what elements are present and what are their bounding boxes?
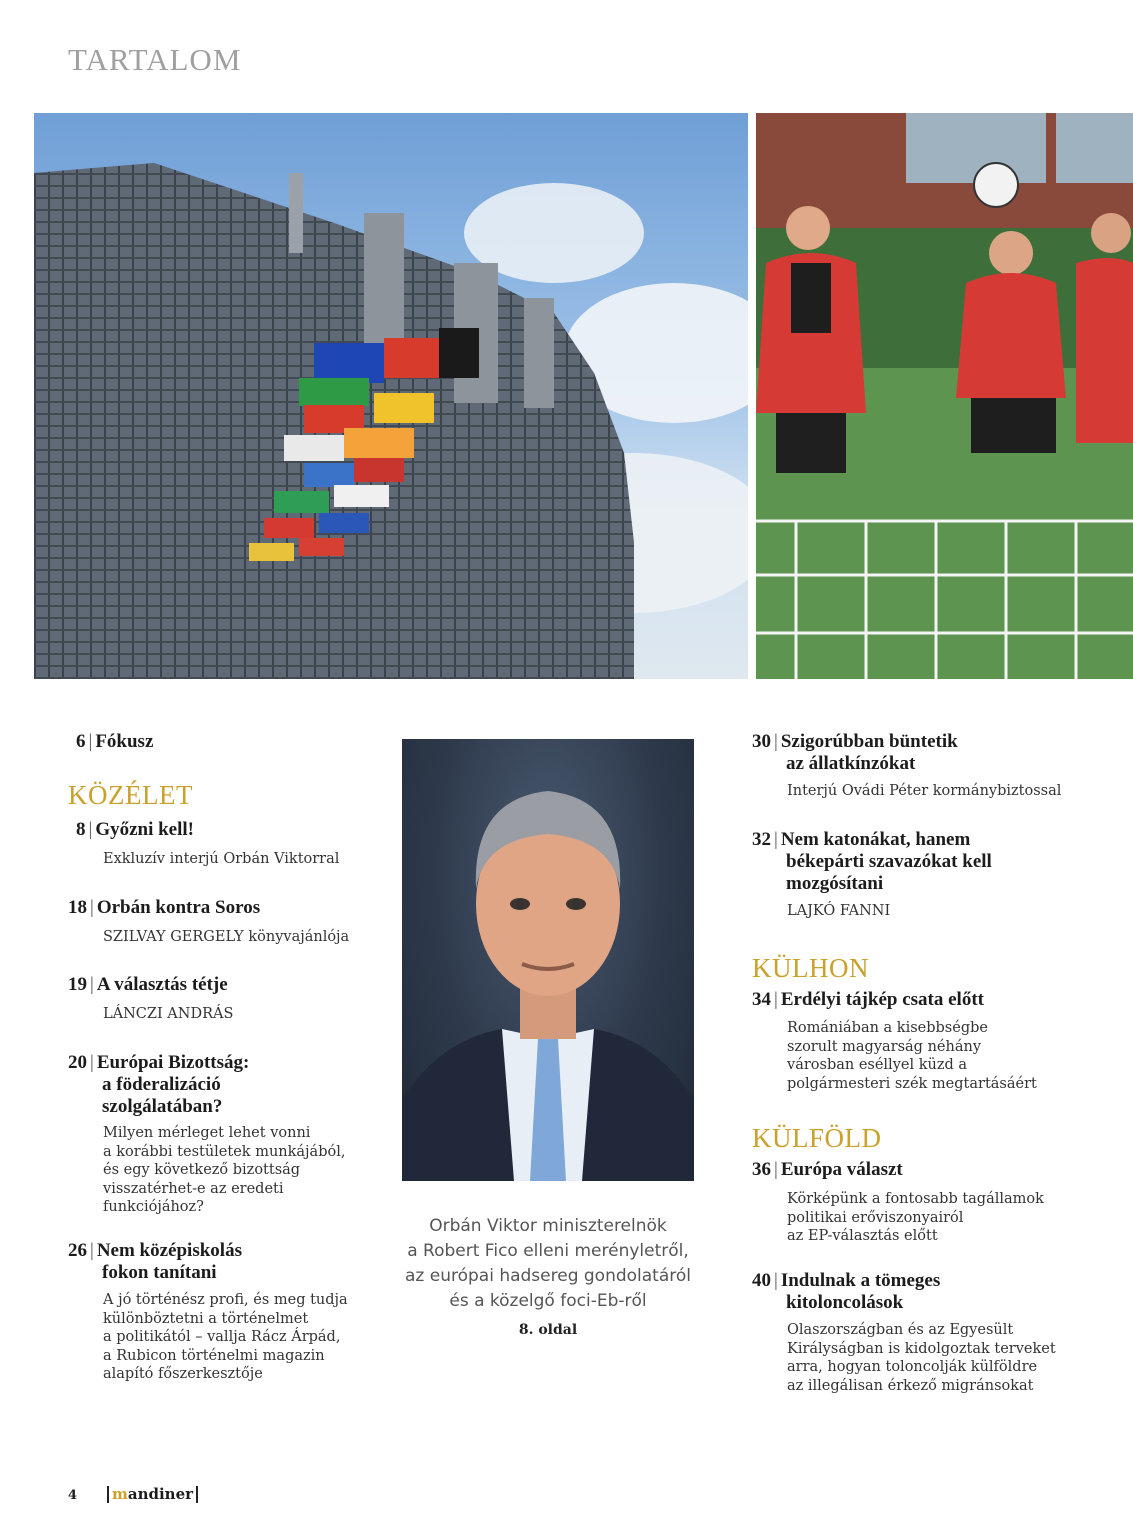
toc-description	[103, 1124, 345, 1217]
toc-description-line: alapító főszerkesztője	[103, 1366, 263, 1382]
toc-title-cont	[102, 1262, 217, 1284]
toc-description-line: és egy következő bizottság	[103, 1162, 301, 1178]
center-caption	[398, 1214, 698, 1314]
caption-line: a Robert Fico elleni merényletről,	[407, 1241, 689, 1261]
toc-description: SZILVAY GERGELY könyvajánlója	[103, 929, 350, 945]
toc-title: Győzni kell!	[95, 819, 195, 840]
toc-description-line: különböztetni a történelmet	[103, 1310, 309, 1327]
toc-title: A választás tétje	[96, 974, 228, 995]
toc-entry-26[interactable]: 26 | Nem középiskolás	[68, 1240, 242, 1261]
eu-parliament-illustration	[34, 113, 748, 679]
portrait-photo	[402, 739, 694, 1181]
logo-rest: andiner	[127, 1485, 194, 1503]
toc-description-line: Milyen mérleget lehet vonni	[103, 1125, 311, 1141]
toc-page-number: 32	[752, 829, 771, 850]
toc-title-line: mozgósítani	[786, 873, 884, 894]
toc-title-cont	[786, 851, 992, 895]
toc-page-number: 36	[752, 1159, 771, 1180]
toc-entry-18[interactable]: 18 | Orbán kontra Soros	[68, 897, 261, 918]
toc-description-line: szorult magyarság néhány	[787, 1038, 982, 1055]
toc-description: Exkluzív interjú Orbán Viktorral	[103, 851, 340, 867]
toc-title: Európai Bizottság:	[96, 1052, 250, 1073]
toc-page-number: 34	[752, 989, 771, 1010]
section-heading-kulhon: KÜLHON	[752, 953, 869, 983]
toc-entry-40[interactable]: 40 | Indulnak a tömeges	[752, 1270, 941, 1291]
toc-description-line: a Rubicon történelmi magazin	[103, 1347, 325, 1364]
toc-title: Szigorúbban büntetik	[780, 731, 958, 752]
toc-description	[103, 1291, 348, 1384]
toc-description-line: a politikától – vallja Rácz Árpád,	[103, 1329, 341, 1345]
toc-title: Nem katonákat, hanem	[780, 829, 971, 850]
toc-title-line: békepárti szavazókat kell	[786, 851, 992, 872]
logo-m: m	[112, 1485, 128, 1503]
toc-description-line: funkciójához?	[103, 1199, 204, 1215]
toc-description-line: Olaszországban és az Egyesült	[787, 1322, 1014, 1338]
toc-entry-30[interactable]: 30 | Szigorúbban büntetik	[752, 731, 958, 752]
section-heading-kozelet: KÖZÉLET	[68, 780, 193, 810]
toc-title-line: fokon tanítani	[102, 1262, 217, 1283]
toc-description-line: a korábbi testületek munkájából,	[103, 1143, 346, 1160]
portrait-illustration	[402, 739, 694, 1181]
toc-entry-20[interactable]: 20 | Európai Bizottság:	[68, 1052, 250, 1073]
caption-line: az európai hadsereg gondolatáról	[404, 1266, 692, 1286]
toc-page-number: 26	[68, 1240, 87, 1261]
toc-description: LÁNCZI ANDRÁS	[103, 1006, 234, 1022]
toc-description-line: Körképünk a fontosabb tagállamok	[787, 1191, 1044, 1207]
toc-title-line: kitoloncolások	[786, 1292, 904, 1313]
toc-title: Fókusz	[95, 731, 154, 752]
caption-line: Orbán Viktor miniszterelnök	[429, 1216, 667, 1236]
toc-description-line: arra, hogyan toloncolják külföldre	[787, 1359, 1038, 1375]
toc-title: Európa választ	[780, 1159, 903, 1180]
caption-line: és a közelgő foci-Eb-ről	[449, 1291, 647, 1311]
toc-entry-6[interactable]: 6 | Fókusz	[76, 731, 154, 752]
toc-title: Erdélyi tájkép csata előtt	[780, 989, 984, 1010]
page-title: TARTALOM	[68, 42, 242, 77]
footer-page-number: 4	[68, 1488, 78, 1503]
caption-page-ref[interactable]: 8. oldal	[518, 1322, 578, 1338]
toc-description-line: Romániában a kisebbségbe	[787, 1020, 988, 1036]
toc-entry-32[interactable]: 32 | Nem katonákat, hanem	[752, 829, 971, 850]
toc-description-line: Királyságban is kidolgoztak terveket	[787, 1340, 1056, 1357]
toc-title: Nem középiskolás	[96, 1240, 242, 1261]
toc-page-number: 6	[76, 731, 86, 752]
toc-title-cont	[102, 1074, 222, 1118]
toc-description	[787, 1321, 1056, 1395]
toc-page-number: 20	[68, 1052, 87, 1073]
toc-title-line: a föderalizáció	[102, 1074, 221, 1095]
toc-description: LAJKÓ FANNI	[787, 903, 891, 919]
toc-description-line: polgármesteri szék megtartásáért	[787, 1075, 1037, 1092]
toc-title: Orbán kontra Soros	[96, 897, 261, 918]
toc-title-cont	[786, 1292, 903, 1314]
toc-title-cont	[786, 753, 915, 775]
toc-entry-36[interactable]: 36 | Európa választ	[752, 1159, 903, 1180]
toc-description	[787, 1190, 1044, 1246]
eu-parliament-photo	[34, 113, 748, 679]
toc-description-line: politikai erőviszonyairól	[787, 1209, 964, 1226]
toc-description-line: városban eséllyel küzd a	[787, 1057, 968, 1073]
toc-entry-34[interactable]: 34 | Erdélyi tájkép csata előtt	[752, 989, 984, 1010]
toc-page-number: 18	[68, 897, 87, 918]
toc-title-line: az állatkínzókat	[786, 753, 916, 774]
toc-page-number: 8	[76, 819, 86, 840]
toc-description	[787, 1019, 1037, 1093]
toc-description-line: visszatérhet-e az eredeti	[103, 1180, 284, 1197]
toc-description-line: A jó történész profi, és meg tudja	[103, 1292, 348, 1308]
toc-description: Interjú Ovádi Péter kormánybiztossal	[787, 783, 1062, 799]
toc-page-number: 19	[68, 974, 87, 995]
toc-page-number: 40	[752, 1270, 771, 1291]
toc-title-line: szolgálatában?	[102, 1096, 223, 1117]
toc-page-number: 30	[752, 731, 771, 752]
toc-description-line: az EP-választás előtt	[787, 1228, 938, 1244]
toc-entry-8[interactable]: 8 | Győzni kell!	[76, 819, 195, 840]
toc-description-line: az illegálisan érkező migránsokat	[787, 1377, 1034, 1394]
toc-entry-19[interactable]: 19 | A választás tétje	[68, 974, 228, 995]
football-training-photo	[756, 113, 1133, 679]
section-heading-kulfold: KÜLFÖLD	[752, 1123, 882, 1153]
mandiner-logo	[107, 1486, 198, 1503]
football-training-illustration	[756, 113, 1133, 679]
toc-title: Indulnak a tömeges	[780, 1270, 941, 1291]
